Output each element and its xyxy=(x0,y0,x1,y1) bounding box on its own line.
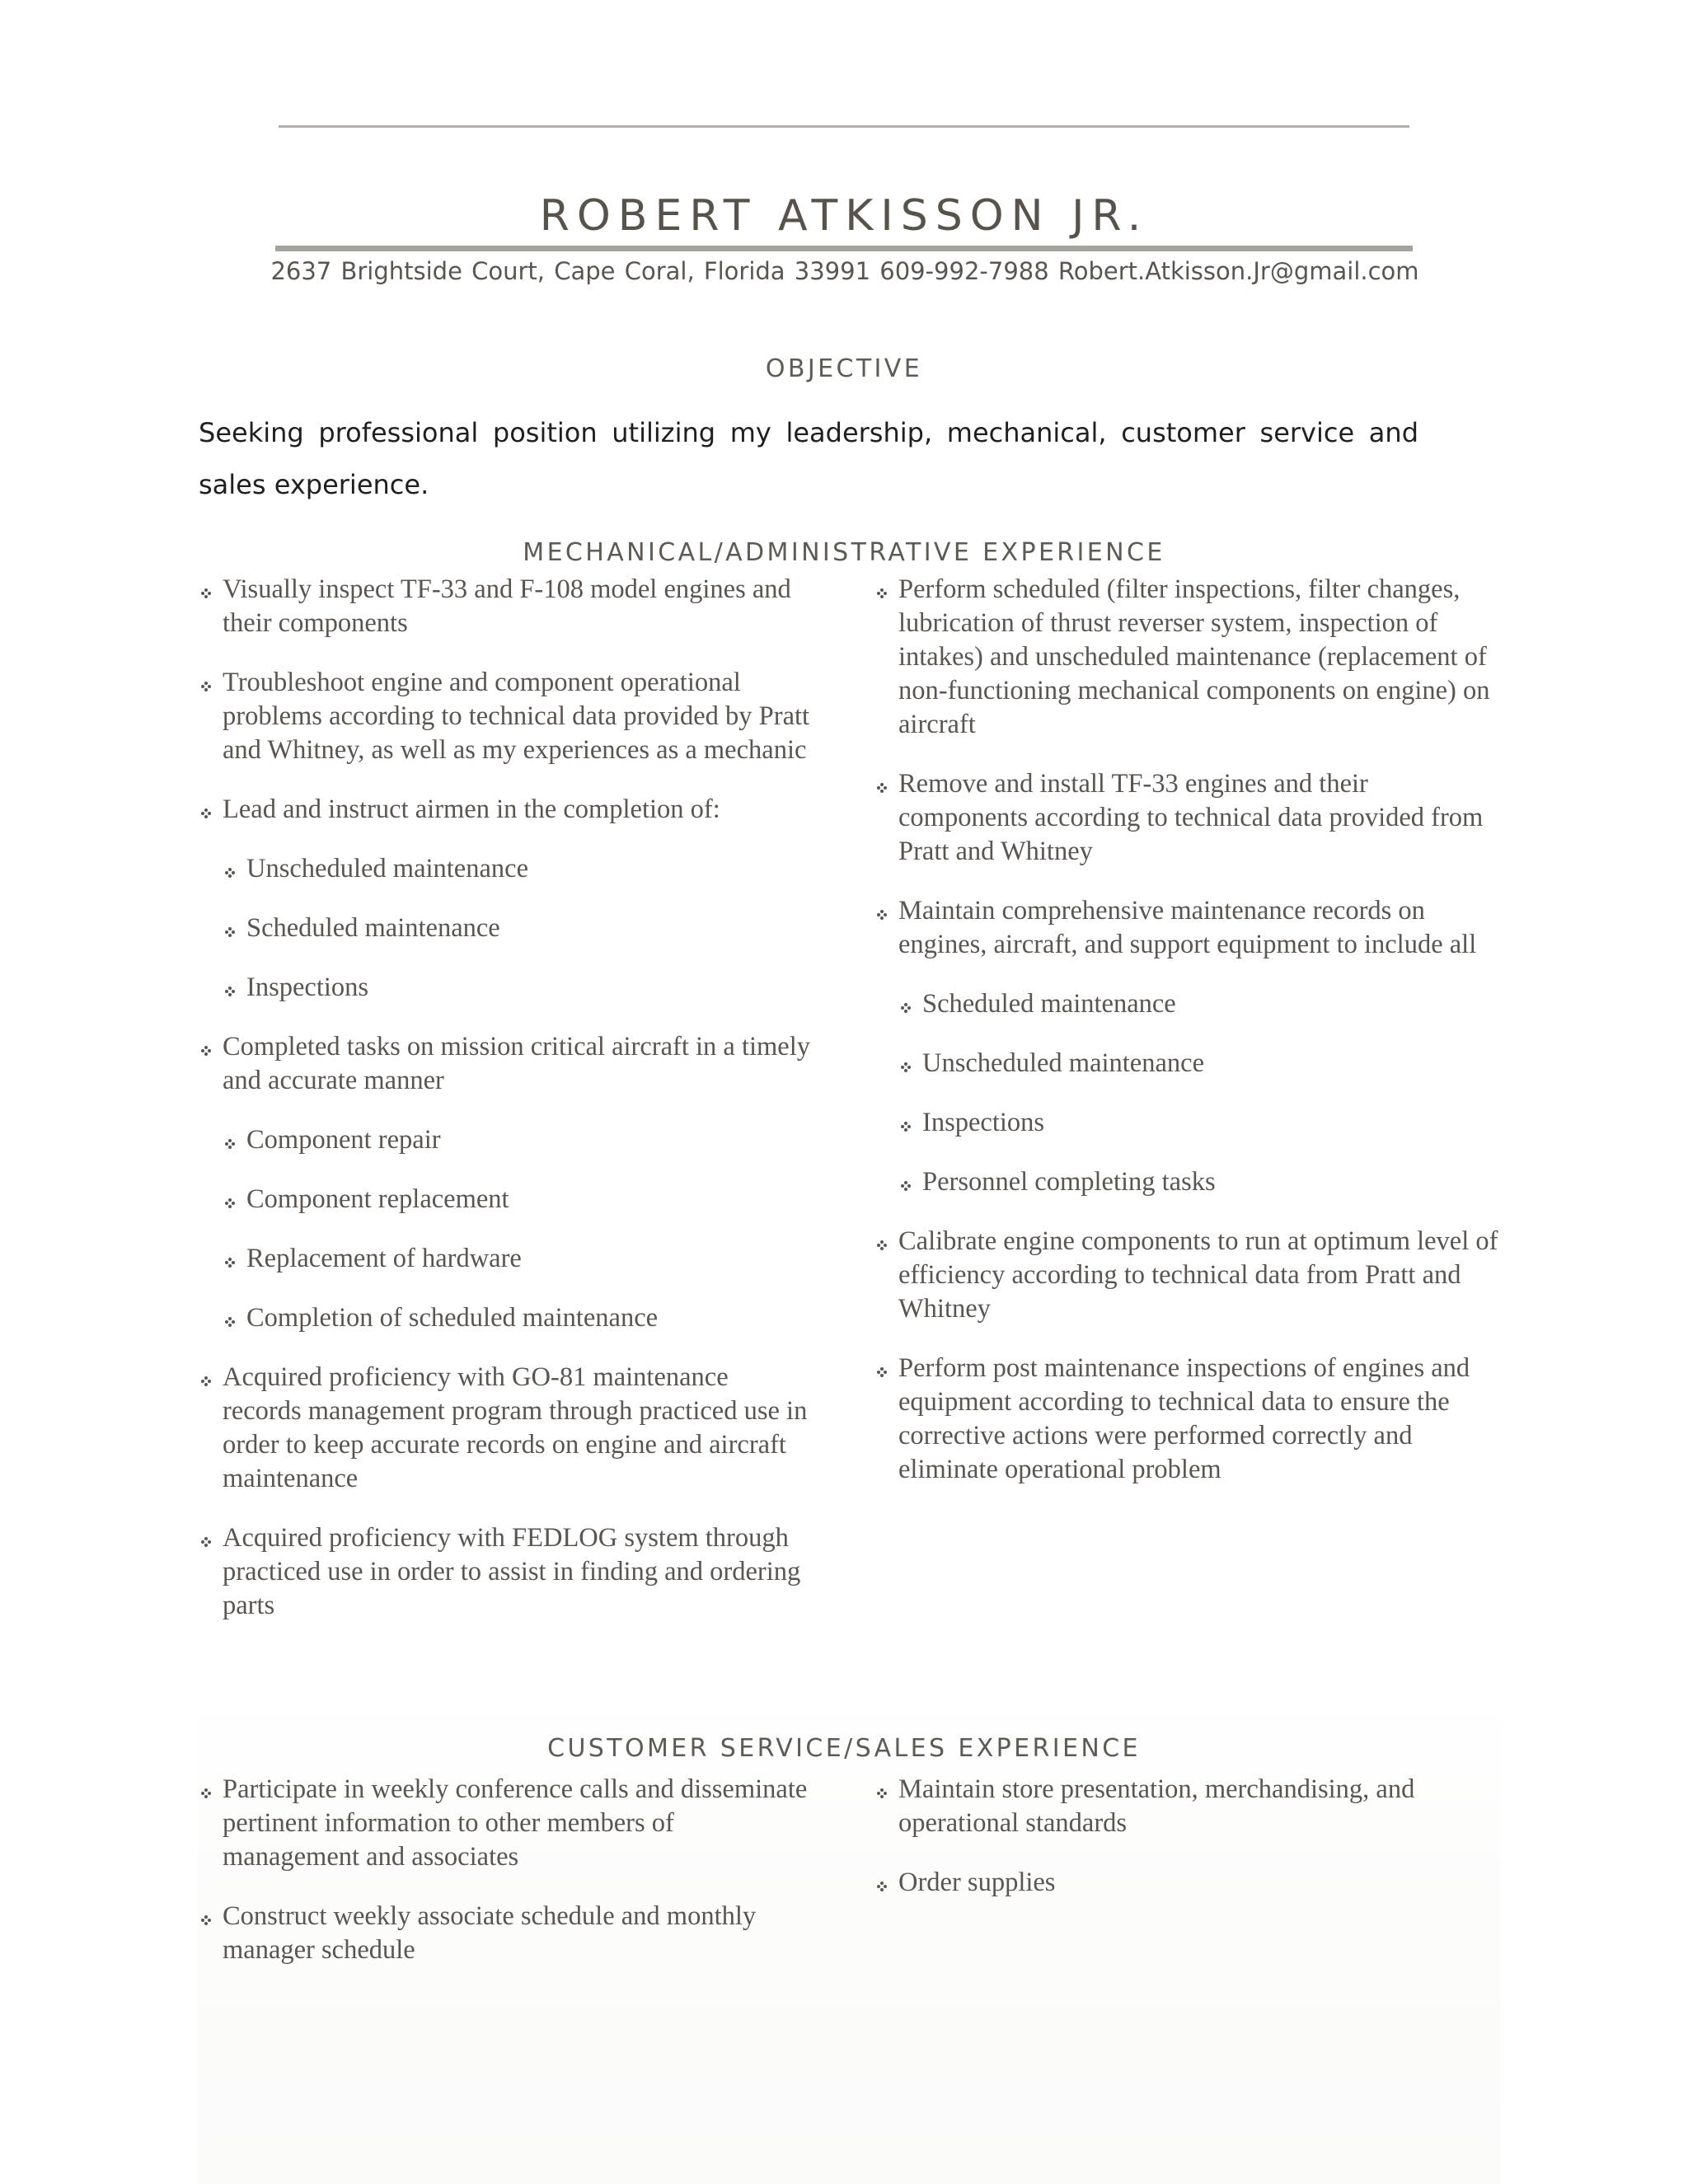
sub-list-item xyxy=(898,1106,1500,1140)
list-item-text: Order supplies xyxy=(898,1868,1056,1897)
list-item-text: Personnel completing tasks xyxy=(922,1167,1216,1197)
list-item-text: Visually inspect TF-33 and F-108 model engines and their components xyxy=(223,574,791,638)
list-item xyxy=(198,573,812,640)
list-item-text: Replacement of hardware xyxy=(246,1244,522,1273)
list-item xyxy=(198,666,812,767)
list-item-text: Maintain store presentation, merchandising, and operational standards xyxy=(898,1774,1415,1838)
list-item xyxy=(874,573,1500,742)
diamond-bullet-icon xyxy=(898,987,916,1021)
list-item-text: Acquired proficiency with FEDLOG system through practiced use in order to assist in finding and ordering parts xyxy=(223,1523,801,1620)
diamond-bullet-icon xyxy=(198,666,216,700)
diamond-bullet-icon xyxy=(222,1242,240,1276)
diamond-bullet-icon xyxy=(898,1047,916,1080)
diamond-bullet-icon xyxy=(874,1352,892,1385)
objective-text: Seeking professional position utilizing my leadership, mechanical, customer service and sales experience. xyxy=(199,417,1418,500)
diamond-bullet-icon xyxy=(198,573,216,607)
mechanical-left-column xyxy=(198,573,812,1648)
sub-list-item xyxy=(898,1047,1500,1080)
list-item xyxy=(198,1361,812,1496)
list-item-text: Participate in weekly conference calls and disseminate pertinent information to other members of management and associates xyxy=(223,1774,808,1872)
list-item-text: Troubleshoot engine and component operational problems according to technical data provided by Pratt and Whitney, as well as my experiences as a mechanic xyxy=(223,668,810,765)
diamond-bullet-icon xyxy=(874,894,892,928)
sub-list-item xyxy=(222,1301,812,1335)
list-item xyxy=(874,1225,1500,1326)
list-item-text: Scheduled maintenance xyxy=(922,989,1176,1019)
list-item-text: Maintain comprehensive maintenance records on engines, aircraft, and support equipment to include all xyxy=(898,896,1477,959)
diamond-bullet-icon xyxy=(222,912,240,945)
diamond-bullet-icon xyxy=(874,1225,892,1258)
list-item-text: Acquired proficiency with GO-81 maintenance records management program through practiced use in order to keep accurate records on engine and aircraft maintenance xyxy=(223,1362,808,1493)
contact-line: 2637 Brightside Court, Cape Coral, Florida 33991 609-992-7988 Robert.Atkisson.Jr@gmail.com xyxy=(270,257,1419,285)
diamond-bullet-icon xyxy=(198,1361,216,1394)
list-item-text: Completed tasks on mission critical aircraft in a timely and accurate manner xyxy=(223,1032,811,1095)
diamond-bullet-icon xyxy=(222,1301,240,1335)
diamond-bullet-icon xyxy=(198,1900,216,1933)
list-item xyxy=(198,1900,812,1967)
customer-heading: CUSTOMER SERVICE/SALES EXPERIENCE xyxy=(547,1734,1141,1763)
diamond-bullet-icon xyxy=(222,1183,240,1216)
list-item-text: Component replacement xyxy=(246,1184,509,1214)
list-item xyxy=(874,894,1500,962)
list-item xyxy=(198,1773,812,1874)
diamond-bullet-icon xyxy=(198,793,216,827)
diamond-bullet-icon xyxy=(898,1106,916,1140)
customer-right-column xyxy=(874,1773,1500,1925)
name-underline xyxy=(275,246,1413,251)
list-item xyxy=(874,767,1500,869)
sub-list-item xyxy=(222,971,812,1005)
sub-list-item xyxy=(898,987,1500,1021)
diamond-bullet-icon xyxy=(222,1123,240,1157)
list-item-text: Construct weekly associate schedule and monthly manager schedule xyxy=(223,1901,757,1965)
list-item-text: Perform post maintenance inspections of engines and equipment according to technical data to ensure the corrective actions were performed correctly and eliminate operational problem xyxy=(898,1353,1470,1484)
list-item-text: Perform scheduled (filter inspections, filter changes, lubrication of thrust reverser system, inspection of intakes) and unscheduled maintenance (replacement of non-functioning mechanical components on engine) on aircraft xyxy=(898,574,1490,739)
list-item xyxy=(874,1773,1500,1840)
list-item xyxy=(874,1866,1500,1900)
list-item-text: Calibrate engine components to run at optimum level of efficiency according to technical data from Pratt and Whitney xyxy=(898,1226,1498,1324)
diamond-bullet-icon xyxy=(874,767,892,801)
sub-list-item xyxy=(222,1242,812,1276)
list-item-text: Unscheduled maintenance xyxy=(246,854,529,883)
mechanical-heading: MECHANICAL/ADMINISTRATIVE EXPERIENCE xyxy=(523,538,1165,567)
sub-list-item xyxy=(222,912,812,945)
sub-list-item xyxy=(898,1165,1500,1199)
list-item-text: Remove and install TF-33 engines and their components according to technical data provided from Pratt and Whitney xyxy=(898,769,1484,866)
sub-list-item xyxy=(222,1183,812,1216)
top-rule xyxy=(279,125,1409,128)
list-item xyxy=(198,1030,812,1098)
list-item-text: Unscheduled maintenance xyxy=(922,1048,1205,1078)
list-item xyxy=(874,1352,1500,1487)
diamond-bullet-icon xyxy=(874,573,892,607)
mechanical-right-column xyxy=(874,573,1500,1512)
diamond-bullet-icon xyxy=(198,1030,216,1064)
list-item-text: Inspections xyxy=(922,1108,1045,1137)
list-item-text: Completion of scheduled maintenance xyxy=(246,1303,659,1333)
diamond-bullet-icon xyxy=(222,971,240,1005)
list-item xyxy=(198,793,812,827)
list-item-text: Lead and instruct airmen in the completion of: xyxy=(223,794,720,824)
diamond-bullet-icon xyxy=(874,1866,892,1900)
sub-list-item xyxy=(222,852,812,886)
applicant-name: ROBERT ATKISSON JR. xyxy=(539,191,1149,241)
diamond-bullet-icon xyxy=(198,1521,216,1555)
customer-left-column xyxy=(198,1773,812,1993)
list-item-text: Component repair xyxy=(246,1125,441,1155)
list-item-text: Inspections xyxy=(246,972,369,1002)
diamond-bullet-icon xyxy=(898,1165,916,1199)
diamond-bullet-icon xyxy=(874,1773,892,1807)
objective-heading: OBJECTIVE xyxy=(765,354,923,383)
diamond-bullet-icon xyxy=(198,1773,216,1807)
list-item xyxy=(198,1521,812,1623)
sub-list-item xyxy=(222,1123,812,1157)
list-item-text: Scheduled maintenance xyxy=(246,913,500,943)
diamond-bullet-icon xyxy=(222,852,240,886)
